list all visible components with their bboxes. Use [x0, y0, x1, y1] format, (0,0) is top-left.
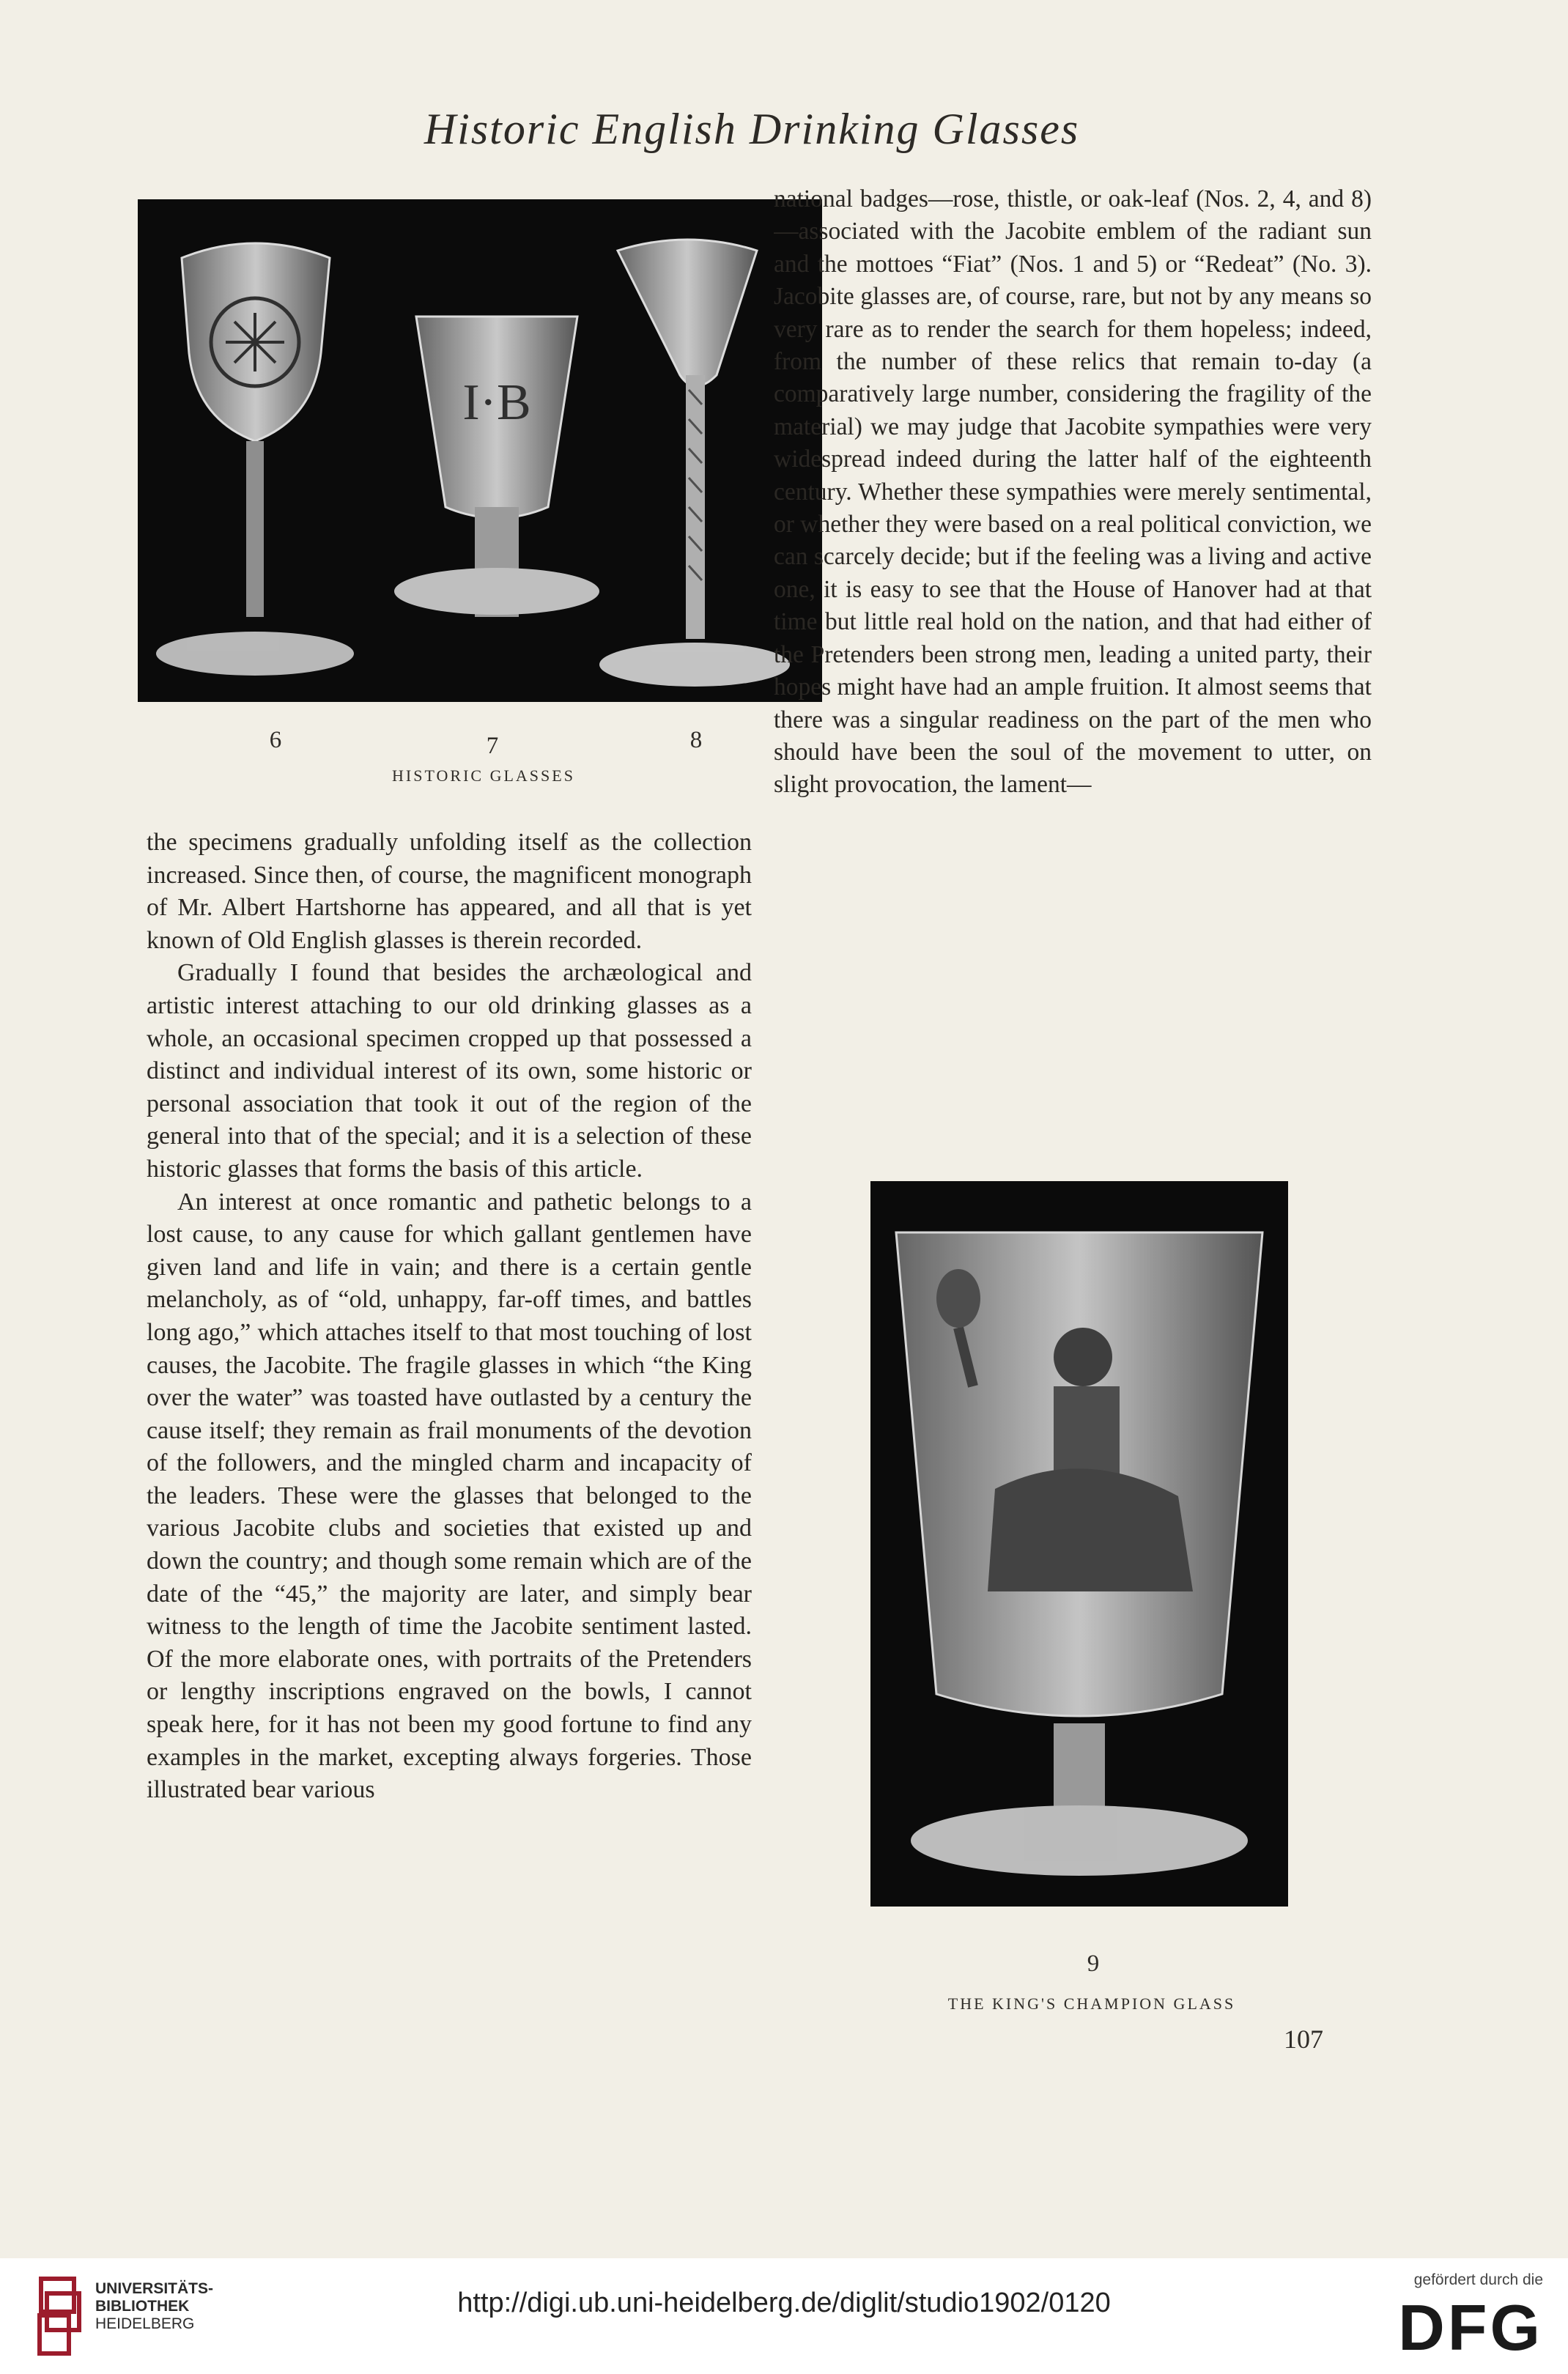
glass-6 [156, 243, 354, 676]
historic-glasses-photo [138, 199, 822, 702]
left-column [147, 827, 752, 1807]
right-column-paragraph: national badges—rose, thistle, or oak-leaf (Nos. 2, 4, and 8)—associated with the Jacobite emblem of the radiant sun and the mottoes “Fiat” (Nos. 1 and 5) or “Redeat” (No. 3). Jacobite glasses are, of course, rare, but not by any means so very rare as to render the search for them hopeless; indeed, from the number of these relics that remain to-day (a comparatively large number, considering the fragility of the material) we may judge that Jacobite sympathies were very widespread indeed during the latter half of the eighteenth century. Whether these sympathies were merely sentimental, or whether they were based on a real political conviction, we can scarcely decide; but if the feeling was a living and active one, it is easy to see that the House of Hanover had at that time but little real hold on the nation, and that had either of the Pretenders been strong men, leading a united party, their hopes might have had an ample fruition. It almost seems that there was a singular readiness on the part of the men who should have been the soul of the movement to utter, on slight provocation, the lament— [774, 185, 1372, 799]
champion-glass [896, 1232, 1262, 1876]
right-column-upper [774, 183, 1372, 1084]
glass-7 [394, 317, 599, 617]
kings-champion-glass-photo [870, 1181, 1288, 1907]
svg-text:I·B: I·B [462, 374, 531, 431]
figure-number-9: 9 [1087, 1950, 1100, 1977]
bottom-figure-caption: THE KING'S CHAMPION GLASS [947, 1994, 1236, 2013]
left-paragraph-1: the specimens gradually unfolding itself as the collection increased. Since then, of course, the magnificent monograph of Mr. Albert Hartshorne has appeared, and all that is yet known of Old English glasses is therein recorded. [147, 829, 752, 954]
footer-bar [0, 2258, 1568, 2374]
source-url-link[interactable]: http://digi.ub.uni-heidelberg.de/diglit/studio1902/0120 [457, 2288, 1111, 2318]
page-number: 107 [1284, 2024, 1323, 2054]
library-name-line-1: UNIVERSITÄTS- [95, 2280, 214, 2297]
library-name-line-2: BIBLIOTHEK [95, 2298, 190, 2315]
page-title: Historic English Drinking Glasses [424, 105, 1080, 153]
glass-8 [599, 240, 790, 687]
dfg-logo: DFG [1398, 2291, 1543, 2364]
figure-number-6: 6 [269, 727, 282, 753]
library-name-line-3: HEIDELBERG [95, 2315, 195, 2332]
left-paragraph-2: Gradually I found that besides the archæological and artistic interest attaching to our old drinking glasses as a whole, an occasional specimen cropped up that possessed a distinct and individual interest of its own, some historic or personal association that took it out of the region of the general into that of the special; and it is a selection of these historic glasses that forms the basis of this article. [147, 959, 752, 1183]
left-paragraph-3: An interest at once romantic and pathetic belongs to a lost cause, to any cause for which gallant gentlemen have given land and life in vain; and there is a certain gentle melancholy, as of “old, unhappy, far-off times, and battles long ago,” which attaches itself to that most touching of lost causes, the Jacobite. The fragile glasses in which “the King over the water” was toasted have outlasted by a century the cause itself; they remain as frail monuments of the devotion of the followers, and the mingled charm and incapacity of the leaders. These were the glasses that belonged to the various Jacobite clubs and societies that existed up and down the country; and though some remain which are of the date of the “45,” the majority are later, and simply bear witness to the length of time the Jacobite sentiment lasted. Of the more elaborate ones, with portraits of the Pretenders or lengthy inscriptions engraved on the bowls, I cannot speak here, for it has not been my good fortune to find any examples in the market, excepting always forgeries. Those illustrated bear various [147, 1188, 752, 1804]
funding-text: gefördert durch die [1413, 2271, 1543, 2288]
figure-number-8: 8 [689, 727, 703, 753]
top-figure-caption: HISTORIC GLASSES [392, 766, 575, 785]
figure-number-7: 7 [486, 733, 499, 759]
